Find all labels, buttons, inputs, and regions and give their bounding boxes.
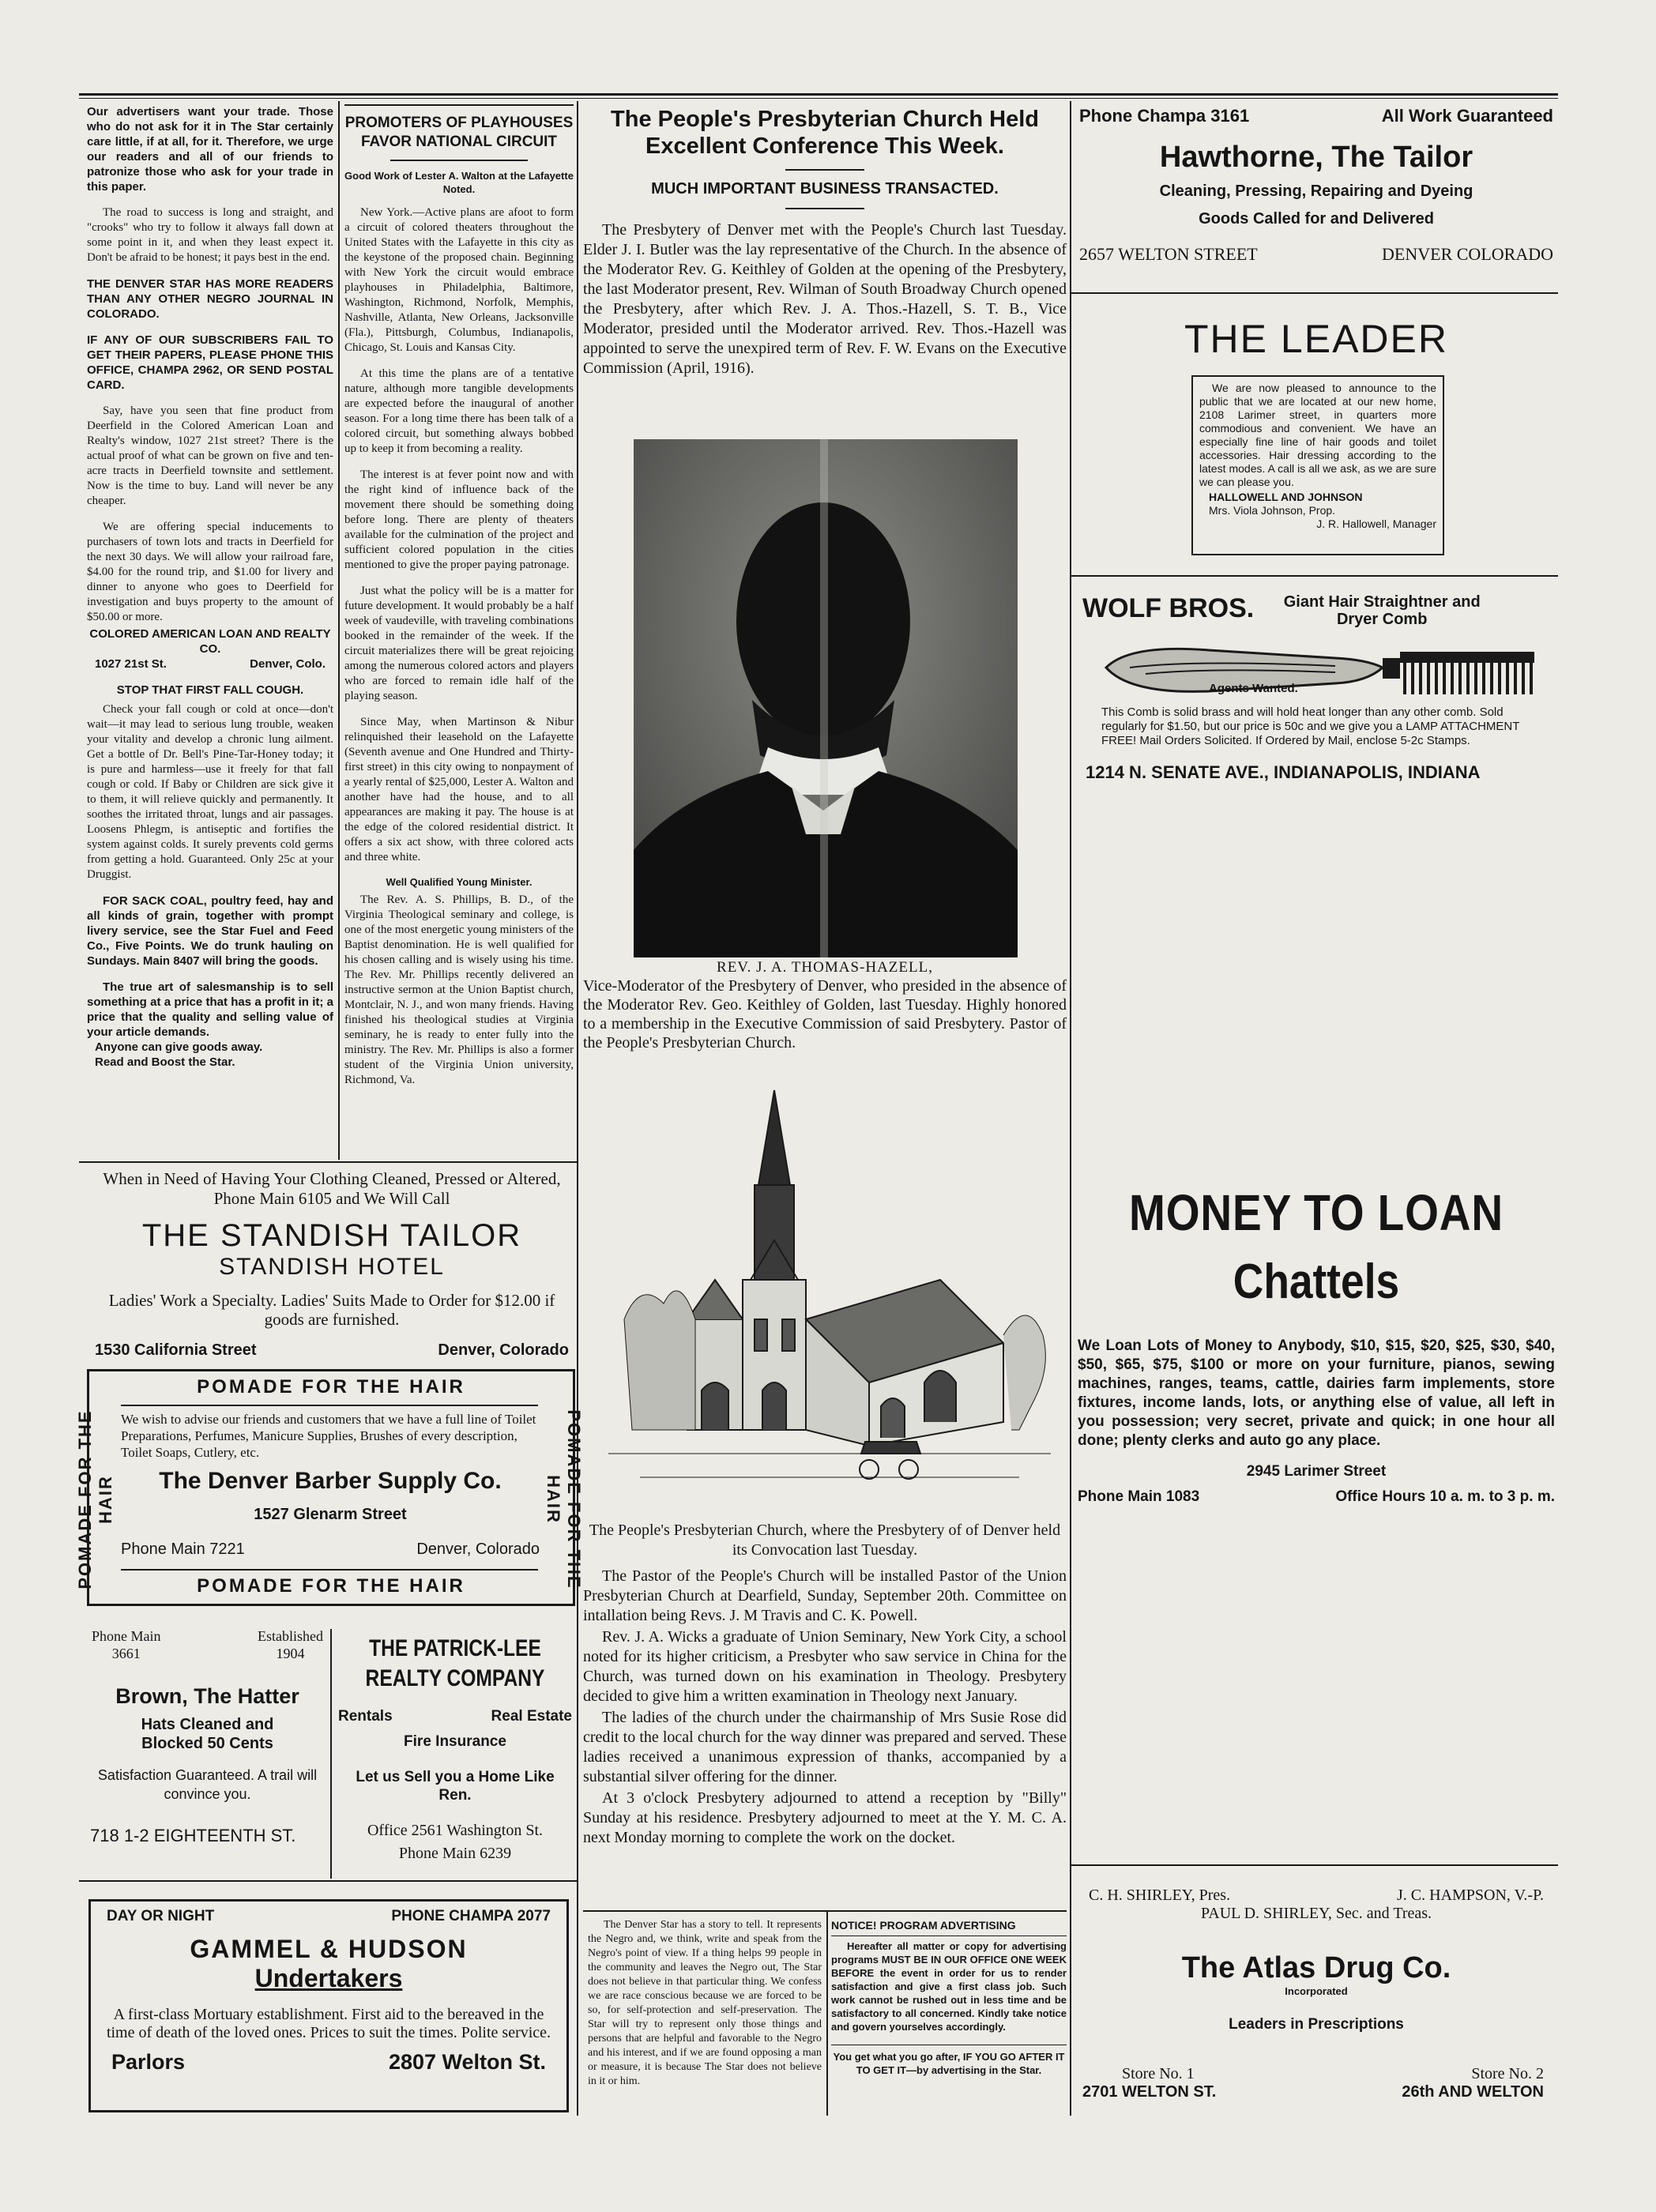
- deerfield-ad-para-1: Say, have you seen that fine product from Deerfield in the Colored American Loan and Realty's window, 1027 21st street? There is the actual proof of what can be grown on five and ten-acre tracts in Deerfield townsite and settlement. Now is the time to buy. Land will never be any cheaper.: [87, 404, 333, 507]
- standish-intro: When in Need of Having Your Clothing Cleaned, Pressed or Altered, Phone Main 6105 and We Will Call: [103, 1169, 561, 1208]
- gammel-parlors: Parlors: [111, 2050, 186, 2074]
- leader-box: [1191, 375, 1444, 555]
- barber-supply-city: Denver, Colorado: [416, 1540, 540, 1558]
- pomade-band-bottom: POMADE FOR THE HAIR: [197, 1575, 465, 1597]
- standish-street: 1530 California Street: [95, 1341, 257, 1359]
- hatter-satisfaction: Satisfaction Guaranteed. A trail will convince you.: [97, 1767, 318, 1802]
- gammel-trade: Undertakers: [254, 1964, 403, 1992]
- atlas-secretary: PAUL D. SHIRLEY, Sec. and Treas.: [1200, 1905, 1432, 1922]
- program-notice-text: Hereafter all matter or copy for advertising programs MUST BE IN OUR OFFICE ONE WEEK BEFORE the event in order for us to render satisfaction and give a first class job. Such work cannot be rushed out in less time and be satisfactory to all concerned. Kindly take notice and govern yourselves accordingly.: [831, 1940, 1067, 2033]
- standish-name: THE STANDISH TAILOR: [141, 1218, 522, 1253]
- leader-proprietor: Mrs. Viola Johnson, Prop.: [1209, 504, 1336, 517]
- wolf-bros-ad: [1075, 581, 1558, 802]
- theater-paragraph: The interest is at fever point now and with the right kind of influence back of the movement there should be something doing before long. There are plenty of theaters available for the culmination of the project and sufficient colored population in the cities mentioned to give the proper paying patronage.: [344, 468, 574, 571]
- deerfield-signature: COLORED AMERICAN LOAN AND REALTY CO.: [89, 627, 331, 656]
- theater-paragraph: Just what the policy will be is a matter for future development. It would probably be a half week of vaudeville, with traveling combinations booked in the remainder of the week. If the circuit materializes there will be great rejoicing among the numerous colored actors and players who are forced to remain idle half of the playing season.: [344, 585, 574, 702]
- atlas-drug-ad: [1075, 1872, 1558, 2109]
- pomade-side-right: POMADE FOR THE HAIR: [544, 1409, 584, 1589]
- atlas-store-1-address: 2701 WELTON ST.: [1082, 2083, 1217, 2101]
- gammel-day-night: DAY OR NIGHT: [107, 1908, 215, 1924]
- minister-heading: Well Qualified Young Minister.: [386, 876, 533, 888]
- hatter-ad: [87, 1627, 328, 1880]
- gammel-hudson-ad: [88, 1899, 569, 2112]
- comb-illustration: [1098, 636, 1541, 707]
- loan-street: 2945 Larimer Street: [1246, 1463, 1387, 1480]
- subscribers-note: IF ANY OF OUR SUBSCRIBERS FAIL TO GET THEIR PAPERS, PLEASE PHONE THIS OFFICE, CHAMPA 2962, OR SEND POSTAL CARD.: [87, 333, 333, 392]
- program-notice-footer: You get what you go after, IF YOU GO AFTER IT TO GET IT—by advertising in the Star.: [833, 2051, 1065, 2076]
- masthead-rule-thin: [79, 98, 1558, 99]
- atlas-incorporated: Incorporated: [1285, 1985, 1348, 1997]
- hatter-established-label: Established: [258, 1628, 323, 1644]
- church-article-continued: [583, 1521, 1067, 1900]
- church-paragraph: Rev. J. A. Wicks a graduate of Union Seminary, New York City, a school noted for its higher criticism, a Presbyter who saw service in China for the Church, was turned down on his examination in Theology. Presbytery decided to give him a written examination in Theology next January.: [583, 1628, 1067, 1705]
- barber-supply-name: The Denver Barber Supply Co.: [159, 1468, 502, 1494]
- gammel-text: A first-class Mortuary establishment. First aid to the bereaved in the time of death of the loved ones. Prices to suit the times. Polite service.: [106, 2006, 551, 2041]
- patrick-lee-phone: Phone Main 6239: [398, 1845, 512, 1862]
- hatter-phone-label: Phone Main: [92, 1628, 161, 1644]
- patrick-lee-sell: Let us Sell you a Home Like Ren.: [356, 1769, 555, 1804]
- church-body: [583, 1567, 1067, 1848]
- gammel-name: GAMMEL & HUDSON: [190, 1935, 468, 1963]
- church-headline: The People's Presbyterian Church Held Excellent Conference This Week.: [611, 107, 1039, 159]
- program-notice-heading: NOTICE! PROGRAM ADVERTISING: [831, 1919, 1016, 1932]
- patrick-lee-realty-ad: [335, 1634, 575, 1880]
- atlas-name: The Atlas Drug Co.: [1181, 1951, 1451, 1984]
- section-rule: [79, 1161, 577, 1163]
- portrait-photo: [634, 439, 1018, 957]
- coal-ad: FOR SACK COAL, poultry feed, hay and all kinds of grain, together with prompt livery service, see the Star Fuel and Feed Co., Five Points. We do trunk hauling on Sundays. Main 8407 will bring the goods.: [87, 894, 333, 968]
- wolf-bros-agents: Agents Wanted.: [1209, 682, 1298, 695]
- wolf-bros-name: WOLF BROS.: [1082, 593, 1255, 623]
- deerfield-address: 1027 21st St.: [95, 657, 167, 671]
- patrick-lee-office: Office 2561 Washington St.: [367, 1822, 544, 1839]
- theater-subhead: Good Work of Lester A. Walton at the Lafayette Noted.: [344, 170, 574, 195]
- hatter-established-year: 1904: [276, 1646, 305, 1661]
- portrait-caption: Vice-Moderator of the Presbytery of Denver, who presided in the absence of the Moderator Rev. Geo. Keithley of Golden, last Tuesday. Highly honored to a membership in the Executive Commission of said Presbytery. Pastor of the People's Presbyterian Church.: [583, 977, 1067, 1051]
- masthead-rule: [79, 93, 1558, 96]
- atlas-vice-president: J. C. HAMPSON, V.-P.: [1397, 1887, 1544, 1904]
- hawthorne-services: Cleaning, Pressing, Repairing and Dyeing: [1159, 182, 1473, 200]
- standish-specialty: Ladies' Work a Specialty. Ladies' Suits Made to Order for $12.00 if goods are furnished.: [108, 1291, 555, 1329]
- road-to-success-note: The road to success is long and straight, and "crooks" who try to follow it always fall down at some point in it, and when they least expect it. Don't be afraid to be honest; it pays best in the end.: [87, 206, 333, 264]
- church-paragraph: The ladies of the church under the chairmanship of Mrs Susie Rose did credit to the local church for the way dinner was prepared and served. These ladies received a unanimous expression of thanks, accompanied by a substantial silver offering for the dinner.: [583, 1709, 1067, 1785]
- column-rule-2: [577, 101, 578, 2116]
- barber-supply-street: 1527 Glenarm Street: [254, 1506, 407, 1523]
- church-lead: The Presbytery of Denver met with the People's Church last Tuesday. Elder J. I. Butler was the lay representative of the Church. In the absence of the Moderator Rev. G. Keithley of Golden at the opening of the Presbytery, the last Moderator present, Rev. Wilman of South Broadway Church opened the Presbytery, after which Rev. J. A. Thos.-Hazell, S. T. B., Vice Moderator, presided until the Moderator arrived. Rev. Thos.-Hazell was appointed to serve the unexpired term of Rev. F. W. Evans on the Executive Commission (April, 1916).: [583, 221, 1067, 377]
- leader-ad: [1075, 300, 1558, 569]
- give-goods-note: Anyone can give goods away.: [95, 1040, 263, 1054]
- loan-subheadline: Chattels: [1233, 1255, 1400, 1309]
- loan-hours: Office Hours 10 a. m. to 3 p. m.: [1335, 1488, 1555, 1505]
- minister-article: The Rev. A. S. Phillips, B. D., of the Virginia Theological seminary and college, is one of the most energetic young ministers of the Baptist denomination. He is well qualified for his chosen calling and is wisely using his time. The Rev. Mr. Phillips recently delivered an instructive sermon at the Union Baptist church, Montclair, N. J., and won many friends. Having finished his theological studies at Virginia seminary, he is ready to enter fully into the ministry. The Rev. Mr. Phillips is also a former student of the Virginia Union university, Richmond, Va.: [344, 893, 574, 1086]
- gammel-address: 2807 Welton St.: [388, 2050, 546, 2074]
- theater-article: [344, 104, 574, 1159]
- money-to-loan-ad: [1075, 1185, 1558, 1564]
- short-items-column: [87, 104, 333, 1159]
- pomade-band-top: POMADE FOR THE HAIR: [197, 1376, 465, 1398]
- hawthorne-guarantee: All Work Guaranteed: [1381, 106, 1553, 126]
- atlas-president: C. H. SHIRLEY, Pres.: [1089, 1887, 1231, 1904]
- atlas-store-1: Store No. 1: [1122, 2065, 1195, 2082]
- theater-paragraph: Since May, when Martinson & Nibur relinquished their leasehold on the Lafayette (Seventh avenue and One Hundred and Thirty-first street) in this city owing to nonpayment of a yearly rental of $25,000, Lester A. Walton and another have had the house, and to all appearances are making it pay. The house is at the edge of the colored residential district. It offers a six act show, with three colored acts and three white.: [344, 716, 574, 863]
- hawthorne-goods: Goods Called for and Delivered: [1199, 210, 1434, 228]
- patrick-lee-fire: Fire Insurance: [404, 1733, 506, 1750]
- hatter-address: 718 1-2 EIGHTEENTH ST.: [90, 1826, 296, 1845]
- leader-text: We are now pleased to announce to the public that we are located at our new home, 2108 Larimer street, in quarters more commodious and convenient. We have an especially fine line of hair goods and toilet accessories. Hair dressing according to the latest modes. A call is all we ask, as we are sure we can please you.: [1199, 382, 1436, 488]
- patrick-lee-rentals: Rentals: [338, 1708, 393, 1725]
- patrick-lee-name: THE PATRICK-LEE REALTY COMPANY: [365, 1635, 545, 1691]
- loan-text: We Loan Lots of Money to Anybody, $10, $15, $20, $25, $30, $40, $50, $65, $75, $100 or more on your furniture, pianos, sewing machines, ranges, teams, cattle, dairies farm implements, store fixtures, income lands, lots, or anything else of value, all left in you possession; very secret, private and quick; in one hour all done; plenty clerks and auto go any place.: [1078, 1337, 1555, 1449]
- theater-headline: PROMOTERS OF PLAYHOUSES FAVOR NATIONAL CIRCUIT: [344, 115, 574, 150]
- patrick-lee-real-estate: Real Estate: [491, 1708, 572, 1725]
- cough-article: Check your fall cough or cold at once—don't wait—it may lead to serious lung trouble, weaken your vitality and develop a chronic lung ailment. Get a bottle of Dr. Bell's Pine-Tar-Honey today; it is pure and harmless—use it freely for that fall cough or cold. If Baby or Children are sick give it to them, it will relieve quickly and permanently. It soothes the irritated throat, lungs and air passages. Loosens Phlegm, is antiseptic and fortifies the system against colds. It surely prevents cold germs from getting a hold. Guaranteed. Only 25c at your Druggist.: [87, 703, 333, 881]
- salesmanship-note: The true art of salesmanship is to sell something at a price that has a profit in it; a price that the quality and selling value of your article demands.: [87, 980, 333, 1039]
- cough-heading: STOP THAT FIRST FALL COUGH.: [116, 683, 304, 697]
- church-paragraph: The Pastor of the People's Church will be installed Pastor of the Union Presbyterian Church at Dearfield, Sunday, September 20th. Committee on intallation being Revs. J. M Travis and C. K. Powell.: [583, 1567, 1067, 1624]
- wolf-bros-address: 1214 N. SENATE AVE., INDIANAPOLIS, INDIANA: [1086, 762, 1481, 782]
- standish-city: Denver, Colorado: [438, 1341, 569, 1359]
- theater-body: [344, 205, 574, 865]
- hatter-name: Brown, The Hatter: [115, 1684, 299, 1708]
- theater-paragraph: New York.—Active plans are afoot to form a circuit of colored theaters throughout the United States with the Lafayette in this city as the keystone of the proposed chain. Beginning with New York the circuit would embrace playhouses in Philadelphia, Baltimore, Washington, Richmond, Norfolk, Memphis, Nashville, Atlanta, New Orleans, Jacksonville (Fla.), Pittsburgh, Columbus, Indianapolis, Chicago, St. Louis and Kansas City.: [344, 206, 574, 354]
- program-notice: [831, 1918, 1067, 2116]
- hawthorne-name: Hawthorne, The Tailor: [1159, 141, 1473, 174]
- column-rule-1: [338, 101, 340, 1160]
- boost-the-star-note: Read and Boost the Star.: [95, 1055, 235, 1069]
- deerfield-ad-para-2: We are offering special inducements to purchasers of town lots and tracts in Deerfield for the next 30 days. We will allow your railroad fare, $4.00 for the round trip, and $1.00 for livery and dinner to anyone who goes to Deerfield for investigation and buys property to the amount of $50.00 or more.: [87, 521, 333, 623]
- hatter-phone-number: 3661: [111, 1646, 141, 1661]
- church-building-caption: The People's Presbyterian Church, where the Presbytery of of Denver held its Convocation last Tuesday.: [589, 1522, 1061, 1559]
- pomade-side-left: POMADE FOR THE HAIR: [75, 1409, 115, 1589]
- star-story-text: The Denver Star has a story to tell. It represents the Negro and, we think, write and speak from the Negro's point of view. If a thing helps 99 people in the community and leaves the Negro out, The Star does not believe in that particular thing. We confess we are race conscious because we are forced to be so, for self-protection and self-preservation. The Star will try to represent only those things and persons that are helpful and favorable to the Negro and his interest, and if we are found opposing a man or measure, it is because The Star does not believe in it or him.: [588, 1919, 822, 2087]
- church-subhead: MUCH IMPORTANT BUSINESS TRANSACTED.: [651, 180, 999, 198]
- atlas-store-2: Store No. 2: [1471, 2065, 1544, 2082]
- barber-supply-phone: Phone Main 7221: [121, 1540, 245, 1558]
- hawthorne-city: DENVER COLORADO: [1382, 244, 1553, 264]
- standish-hotel: STANDISH HOTEL: [219, 1254, 445, 1280]
- pomade-text: We wish to advise our friends and customers that we have a full line of Toilet Preparations, Perfumes, Manicure Supplies, Brushes of every description, Toilet Soaps, Cutlery, etc.: [121, 1412, 536, 1460]
- portrait-caption-block: [583, 959, 1067, 1078]
- column-rule-3: [1070, 101, 1071, 2116]
- hatter-service: Hats Cleaned and Blocked 50 Cents: [141, 1716, 274, 1752]
- leader-name: THE LEADER: [1184, 317, 1448, 361]
- leader-firm: HALLOWELL AND JOHNSON: [1209, 491, 1363, 503]
- portrait-illustration: [634, 439, 1018, 957]
- hawthorne-street: 2657 WELTON STREET: [1079, 244, 1258, 264]
- loan-headline: MONEY TO LOAN: [1129, 1184, 1504, 1241]
- barber-supply-ad: [75, 1369, 584, 1606]
- atlas-leaders: Leaders in Prescriptions: [1229, 2016, 1404, 2033]
- standish-tailor-ad: [87, 1164, 577, 1386]
- church-paragraph: At 3 o'clock Presbytery adjourned to attend a reception by "Billy" Sunday at his residence. Presbytery adjourned to meet at the Y. M. C. A. next Monday morning to complete the work on the docket.: [583, 1789, 1067, 1846]
- wolf-bros-text: This Comb is solid brass and will hold heat longer than any other comb. Sold regularly for $1.50, but our price is 50c and we give you a LAMP ATTACHMENT FREE! Mail Orders Solicited. If Ordered by Mail, enclose 5-2c Stamps.: [1101, 705, 1520, 747]
- gammel-phone: PHONE CHAMPA 2077: [391, 1908, 551, 1924]
- church-illustration: [608, 1082, 1051, 1509]
- church-drawing: [608, 1082, 1051, 1509]
- leader-manager: J. R. Hallowell, Manager: [1316, 517, 1436, 530]
- hawthorne-phone: Phone Champa 3161: [1079, 106, 1250, 126]
- deerfield-city: Denver, Colo.: [250, 657, 326, 671]
- advertisers-note: Our advertisers want your trade. Those who do not ask for it in The Star certainly care little, if at all, for it. Therefore, we urge our readers and all of our friends to patronize those who ask for your trade in this paper.: [87, 105, 333, 194]
- star-story-note: [588, 1918, 822, 2116]
- wolf-bros-product: Giant Hair Straightner and Dryer Comb: [1283, 593, 1481, 628]
- theater-paragraph: At this time the plans are of a tentative nature, although more tangible developments are expected before the inaugural of another season. For a long time there has been talk of a colored circuit, but something always bobbed up to keep it from becoming a reality.: [344, 367, 574, 455]
- portrait-name: REV. J. A. THOMAS-HAZELL,: [717, 959, 933, 976]
- loan-phone: Phone Main 1083: [1078, 1488, 1200, 1505]
- atlas-store-2-address: 26th AND WELTON: [1402, 2083, 1544, 2101]
- hawthorne-tailor-ad: [1075, 101, 1558, 283]
- more-readers-note: THE DENVER STAR HAS MORE READERS THAN ANY OTHER NEGRO JOURNAL IN COLORADO.: [87, 277, 333, 321]
